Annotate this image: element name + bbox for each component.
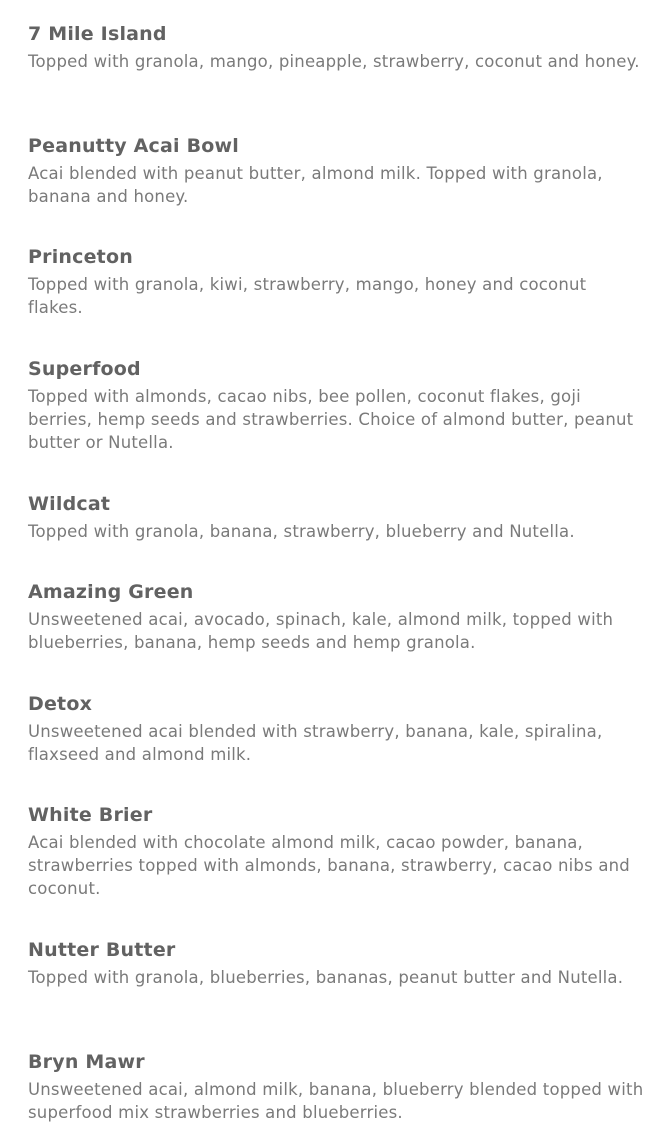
menu-item	[28, 1050, 650, 1124]
menu-item-description: Topped with granola, mango, pineapple, strawberry, coconut and honey.	[28, 52, 640, 71]
menu-item-name: Peanutty Acai Bowl	[28, 135, 239, 157]
menu-item-description: Unsweetened acai, almond milk, banana, blueberry blended topped with superfood mix strawberries and blueberries.	[28, 1080, 644, 1122]
menu-item-description: Unsweetened acai blended with strawberry, banana, kale, spiralina, flaxseed and almond milk.	[28, 722, 603, 764]
menu-item-description: Acai blended with chocolate almond milk, cacao powder, banana, strawberries topped with almonds, banana, strawberry, cacao nibs and coconut.	[28, 833, 630, 898]
menu-item-name: Detox	[28, 693, 93, 715]
menu-item-description: Topped with granola, blueberries, bananas, peanut butter and Nutella.	[28, 968, 624, 987]
menu-item	[28, 245, 650, 319]
menu-item-name: White Brier	[28, 804, 153, 826]
menu-item-description: Acai blended with peanut butter, almond milk. Topped with granola, banana and honey.	[28, 164, 603, 206]
menu-item-name: Amazing Green	[28, 581, 194, 603]
menu-item	[28, 803, 650, 900]
menu-item-description: Unsweetened acai, avocado, spinach, kale, almond milk, topped with blueberries, banana, hemp seeds and hemp granola.	[28, 610, 614, 652]
menu-item	[28, 692, 650, 766]
menu-item-description: Topped with almonds, cacao nibs, bee pollen, coconut flakes, goji berries, hemp seeds and strawberries. Choice of almond butter, peanut butter or Nutella.	[28, 387, 634, 452]
menu-item-name: Princeton	[28, 246, 133, 268]
menu-item	[28, 134, 650, 208]
menu-item-name: Wildcat	[28, 493, 111, 515]
menu-item	[28, 492, 650, 543]
menu-item-description: Topped with granola, banana, strawberry, blueberry and Nutella.	[28, 522, 575, 541]
menu-item-name: Bryn Mawr	[28, 1051, 145, 1073]
menu-item	[28, 22, 650, 73]
menu-item-description: Topped with granola, kiwi, strawberry, mango, honey and coconut flakes.	[28, 275, 587, 317]
menu-item-name: Superfood	[28, 358, 141, 380]
menu-item-name: 7 Mile Island	[28, 23, 167, 45]
menu-item	[28, 357, 650, 454]
menu-item	[28, 938, 650, 989]
menu-item	[28, 580, 650, 654]
menu-item-name: Nutter Butter	[28, 939, 176, 961]
